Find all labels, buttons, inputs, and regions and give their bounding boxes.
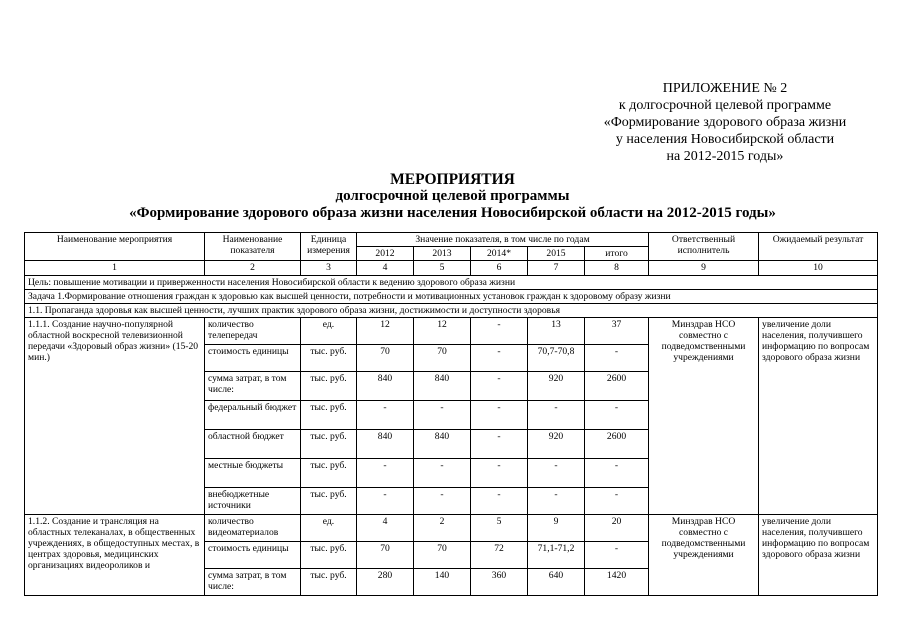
value-2013: 12 bbox=[414, 318, 471, 345]
measure-name: 1.1.1. Создание научно-популярной областной воскресной телевизионной передачи «Здоровый образ жизни» (15-20 мин.) bbox=[25, 318, 205, 515]
value-total: 1420 bbox=[585, 569, 649, 596]
task-row bbox=[25, 290, 878, 304]
appendix-line: у населения Новосибирской области bbox=[615, 132, 835, 147]
indicator-name: стоимость единицы bbox=[205, 345, 301, 372]
value-2012: 12 bbox=[357, 318, 414, 345]
title-line-3: «Формирование здорового образа жизни населения Новосибирской области на 2012-2015 годы» bbox=[129, 205, 776, 221]
unit-cell: тыс. руб. bbox=[301, 569, 357, 596]
unit-cell: тыс. руб. bbox=[301, 372, 357, 401]
header-unit: Единица измерения bbox=[301, 233, 357, 261]
unit-cell: тыс. руб. bbox=[301, 345, 357, 372]
value-2012: - bbox=[357, 488, 414, 515]
value-2015: - bbox=[528, 401, 585, 430]
value-2015: 640 bbox=[528, 569, 585, 596]
indicator-name: количество телепередач bbox=[205, 318, 301, 345]
header-event-name: Наименование мероприятия bbox=[25, 233, 205, 261]
appendix-line: ПРИЛОЖЕНИЕ № 2 bbox=[662, 81, 788, 96]
value-2012: 70 bbox=[357, 542, 414, 569]
unit-cell: тыс. руб. bbox=[301, 430, 357, 459]
indicator-name: федеральный бюджет bbox=[205, 401, 301, 430]
section-row bbox=[25, 304, 878, 318]
value-2013: 70 bbox=[414, 542, 471, 569]
appendix-header bbox=[560, 80, 890, 165]
document-title bbox=[0, 171, 905, 222]
expected-result-cell: увеличение доли населения, получившего информацию по вопросам здорового образа жизни bbox=[759, 318, 878, 515]
value-2015: 13 bbox=[528, 318, 585, 345]
table-row bbox=[25, 318, 878, 345]
value-total: 2600 bbox=[585, 430, 649, 459]
value-total: 37 bbox=[585, 318, 649, 345]
column-number: 5 bbox=[414, 261, 471, 276]
value-2012: 280 bbox=[357, 569, 414, 596]
value-2015: - bbox=[528, 488, 585, 515]
value-total: 20 bbox=[585, 515, 649, 542]
column-number: 8 bbox=[585, 261, 649, 276]
value-2013: - bbox=[414, 488, 471, 515]
value-2012: 4 bbox=[357, 515, 414, 542]
column-number: 10 bbox=[759, 261, 878, 276]
unit-cell: ед. bbox=[301, 318, 357, 345]
unit-cell: тыс. руб. bbox=[301, 401, 357, 430]
value-2013: - bbox=[414, 401, 471, 430]
expected-result-cell: увеличение доли населения, получившего информацию по вопросам здорового образа жизни bbox=[759, 515, 878, 596]
value-2014: - bbox=[471, 372, 528, 401]
value-2013: 140 bbox=[414, 569, 471, 596]
task-text: Задача 1.Формирование отношения граждан к здоровью как высшей ценности, потребности и мотивационных установок граждан к здоровому образу жизни bbox=[25, 290, 878, 304]
header-year-2014: 2014* bbox=[471, 247, 528, 261]
indicator-name: местные бюджеты bbox=[205, 459, 301, 488]
goal-row bbox=[25, 276, 878, 290]
column-number: 1 bbox=[25, 261, 205, 276]
value-2013: 70 bbox=[414, 345, 471, 372]
column-numbers-row bbox=[25, 261, 878, 276]
executor-cell: Минздрав НСО совместно с подведомственными учреждениями bbox=[649, 515, 759, 596]
appendix-line: к долгосрочной целевой программе bbox=[618, 98, 832, 113]
value-total: - bbox=[585, 401, 649, 430]
indicator-name: стоимость единицы bbox=[205, 542, 301, 569]
unit-cell: ед. bbox=[301, 515, 357, 542]
column-number: 3 bbox=[301, 261, 357, 276]
header-year-2015: 2015 bbox=[528, 247, 585, 261]
value-2012: 70 bbox=[357, 345, 414, 372]
appendix-line: «Формирование здорового образа жизни bbox=[603, 115, 847, 130]
value-2015: 920 bbox=[528, 430, 585, 459]
header-year-2013: 2013 bbox=[414, 247, 471, 261]
value-2012: - bbox=[357, 459, 414, 488]
value-2012: 840 bbox=[357, 430, 414, 459]
title-line-2: долгосрочной целевой программы bbox=[335, 188, 570, 204]
column-number: 6 bbox=[471, 261, 528, 276]
value-total: - bbox=[585, 488, 649, 515]
header-executor: Ответственный исполнитель bbox=[649, 233, 759, 261]
value-total: - bbox=[585, 459, 649, 488]
measures-table bbox=[24, 232, 878, 596]
value-2014: - bbox=[471, 488, 528, 515]
column-number: 2 bbox=[205, 261, 301, 276]
value-2013: 2 bbox=[414, 515, 471, 542]
value-2015: 920 bbox=[528, 372, 585, 401]
section-text: 1.1. Пропаганда здоровья как высшей ценности, лучших практик здорового образа жизни, достижимости и доступности здоровья bbox=[25, 304, 878, 318]
unit-cell: тыс. руб. bbox=[301, 488, 357, 515]
value-2015: 70,7-70,8 bbox=[528, 345, 585, 372]
unit-cell: тыс. руб. bbox=[301, 542, 357, 569]
table-row bbox=[25, 515, 878, 542]
column-number: 7 bbox=[528, 261, 585, 276]
value-2014: 5 bbox=[471, 515, 528, 542]
title-line-1: МЕРОПРИЯТИЯ bbox=[390, 171, 515, 188]
header-total: итого bbox=[585, 247, 649, 261]
indicator-name: сумма затрат, в том числе: bbox=[205, 372, 301, 401]
value-2015: 9 bbox=[528, 515, 585, 542]
value-total: - bbox=[585, 345, 649, 372]
column-number: 9 bbox=[649, 261, 759, 276]
header-year-2012: 2012 bbox=[357, 247, 414, 261]
value-2014: - bbox=[471, 401, 528, 430]
value-2015: - bbox=[528, 459, 585, 488]
indicator-name: количество видеоматериалов bbox=[205, 515, 301, 542]
value-2012: 840 bbox=[357, 372, 414, 401]
value-2014: 360 bbox=[471, 569, 528, 596]
header-indicator-name: Наименование показателя bbox=[205, 233, 301, 261]
value-2014: - bbox=[471, 345, 528, 372]
header-expected: Ожидаемый результат bbox=[759, 233, 878, 261]
value-2014: - bbox=[471, 430, 528, 459]
value-2014: - bbox=[471, 459, 528, 488]
measure-name: 1.1.2. Создание и трансляция на областных телеканалах, в общественных учреждениях, в общедоступных местах, в центрах здоровья, медицинских организациях видеороликов и bbox=[25, 515, 205, 596]
header-values-group: Значение показателя, в том числе по годам bbox=[357, 233, 649, 247]
indicator-name: сумма затрат, в том числе: bbox=[205, 569, 301, 596]
value-total: - bbox=[585, 542, 649, 569]
value-total: 2600 bbox=[585, 372, 649, 401]
indicator-name: областной бюджет bbox=[205, 430, 301, 459]
value-2013: - bbox=[414, 459, 471, 488]
unit-cell: тыс. руб. bbox=[301, 459, 357, 488]
value-2014: 72 bbox=[471, 542, 528, 569]
value-2013: 840 bbox=[414, 372, 471, 401]
column-number: 4 bbox=[357, 261, 414, 276]
appendix-line: на 2012-2015 годы» bbox=[666, 149, 784, 164]
table-header-row bbox=[25, 233, 878, 247]
indicator-name: внебюджетные источники bbox=[205, 488, 301, 515]
value-2015: 71,1-71,2 bbox=[528, 542, 585, 569]
value-2012: - bbox=[357, 401, 414, 430]
value-2013: 840 bbox=[414, 430, 471, 459]
executor-cell: Минздрав НСО совместно с подведомственными учреждениями bbox=[649, 318, 759, 515]
goal-text: Цель: повышение мотивации и приверженности населения Новосибирской области к ведению здорового образа жизни bbox=[25, 276, 878, 290]
value-2014: - bbox=[471, 318, 528, 345]
